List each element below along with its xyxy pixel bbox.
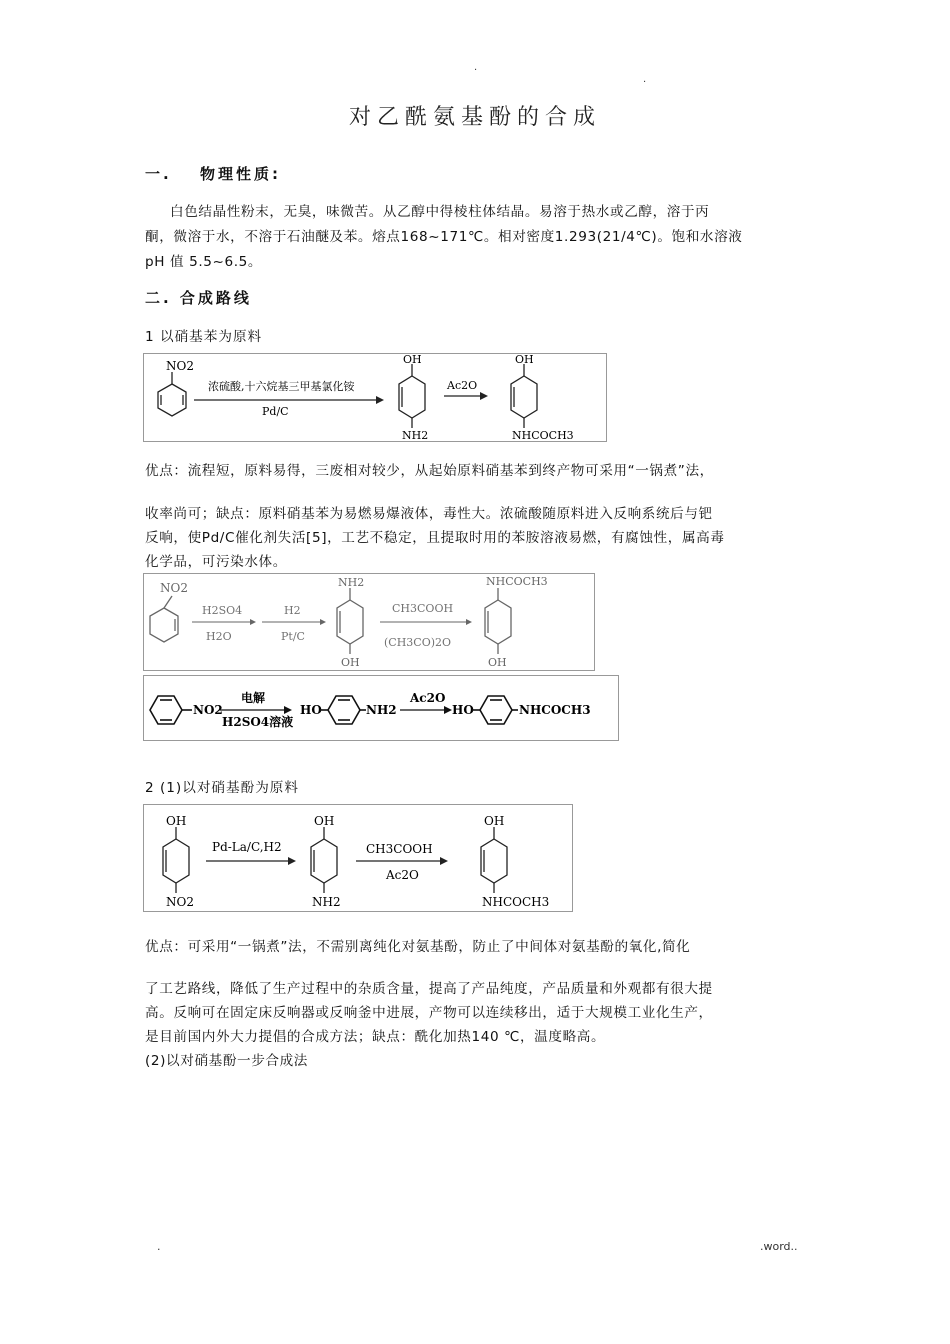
route2-scheme-figure: [143, 804, 573, 912]
scheme-a-arrow1-bottom: Pd/C: [262, 405, 289, 418]
section1-line-3: pH 值 5.5~6.5。: [145, 254, 263, 270]
scheme-c-figure: [143, 675, 619, 741]
nitrobenzene-ring: [158, 372, 186, 416]
scheme-c-prod-left: HO: [452, 703, 474, 717]
scheme-a-arrow2-top: Ac2O: [447, 379, 478, 392]
scheme-a-int-top: OH: [403, 354, 422, 366]
scheme-a-int-bottom: NH2: [402, 429, 429, 441]
route2-arrow2-top: CH3COOH: [366, 842, 433, 856]
scheme-b-arrow1-bottom: H2O: [206, 630, 232, 643]
section2-heading: 二. 合成路线: [145, 289, 252, 307]
footer-word: .word..: [760, 1240, 798, 1253]
route2-arrow1-top: Pd-La/C,H2: [212, 840, 282, 854]
scheme-b-prod-bottom: OH: [488, 656, 507, 669]
scheme-b-arrow3-bottom: (CH3CO)2O: [384, 636, 452, 649]
route2-next-label: (2)以对硝基酚一步合成法: [145, 1053, 308, 1069]
scheme-c-arrow1-top: 电解: [241, 691, 266, 705]
scheme-a-prod-bottom: NHCOCH3: [512, 429, 574, 441]
scheme-b-arrow1-top: H2SO4: [202, 604, 243, 617]
scheme-b-int-top: NH2: [338, 576, 365, 589]
route2-prod-top: OH: [484, 814, 505, 828]
scheme-c-prod-right: NHCOCH3: [519, 703, 591, 717]
route2-advantage-line-2: 了工艺路线，降低了生产过程中的杂质含量，提高了产品纯度，产品质量和外观都有很大提: [145, 981, 713, 997]
scheme-c-arrow1-bottom: H2SO4溶液: [222, 715, 294, 729]
scheme-b-int-bottom: OH: [341, 656, 360, 669]
route1-advantage-line-1: 优点：流程短，原料易得，三废相对较少，从起始原料硝基苯到终产物可采用“一锅煮”法，: [145, 463, 714, 479]
route2-start-bottom: NO2: [166, 895, 194, 909]
scheme-c-start-group: NO2: [193, 703, 223, 717]
scheme-b-arrow2-bottom: Pt/C: [281, 630, 305, 643]
page-title: 对乙酰氨基酚的合成: [348, 105, 601, 130]
scheme-c-int-right: NH2: [366, 703, 397, 717]
scheme-a-prod-top: OH: [515, 354, 534, 366]
route2-arrow2-bottom: Ac2O: [386, 868, 419, 882]
section1-line-2: 酮，微溶于水，不溶于石油醚及苯。熔点168~171℃。相对密度1.293(21/4℃)。饱和水溶液: [145, 229, 743, 245]
route2-int-top: OH: [314, 814, 335, 828]
scheme-c-arrow2-top: Ac2O: [410, 691, 446, 705]
scheme-b-figure: [143, 573, 595, 671]
header-dot-right: .: [643, 74, 647, 85]
route2-int-bottom: NH2: [312, 895, 341, 909]
route2-advantage-line-1: 优点：可采用“一锅煮”法，不需别离纯化对氨基酚，防止了中间体对氨基酚的氧化,简化: [145, 939, 691, 955]
route1-advantage-line-4: 化学品，可污染水体。: [145, 554, 287, 570]
route1-advantage-line-2: 收率尚可；缺点：原料硝基苯为易燃易爆液体，毒性大。浓硫酸随原料进入反响系统后与钯: [145, 506, 713, 522]
route2-prod-bottom: NHCOCH3: [482, 895, 550, 909]
section1-heading: 物理性质:: [200, 165, 281, 183]
route2-start-top: OH: [166, 814, 187, 828]
scheme-b-arrow2-top: H2: [284, 604, 301, 617]
route1-advantage-line-3: 反响，使Pd/C催化剂失活[5]，工艺不稳定，且提取时用的苯胺溶液易燃，有腐蚀性，属高毒: [145, 530, 725, 546]
route2-advantage-line-4: 是目前国内外大力提倡的合成方法；缺点：酰化加热140 ℃，温度略高。: [145, 1029, 606, 1045]
scheme-b-prod-top: NHCOCH3: [486, 575, 548, 588]
scheme-a-start-group: NO2: [166, 359, 194, 373]
scheme-a-figure: [143, 353, 607, 442]
route2-label: 2 (1)以对硝基酚为原料: [145, 780, 299, 796]
scheme-b-arrow3-top: CH3COOH: [392, 602, 454, 615]
scheme-b-start-group: NO2: [160, 581, 188, 595]
header-dot-left: .: [474, 62, 478, 73]
section1-line-1: 白色结晶性粉末，无臭，味微苦。从乙醇中得棱柱体结晶。易溶于热水或乙醇，溶于丙: [170, 204, 710, 220]
route2-advantage-line-3: 高。反响可在固定床反响器或反响釜中进展，产物可以连续移出，适于大规模工业化生产，: [145, 1005, 713, 1021]
scheme-a-arrow1-top: 浓硫酸,十六烷基三甲基氯化铵: [208, 380, 355, 393]
section1-number: 一.: [145, 165, 172, 183]
footer-dot: .: [157, 1240, 161, 1253]
scheme-c-int-left: HO: [300, 703, 322, 717]
route1-label: 1 以硝基苯为原料: [145, 329, 263, 345]
